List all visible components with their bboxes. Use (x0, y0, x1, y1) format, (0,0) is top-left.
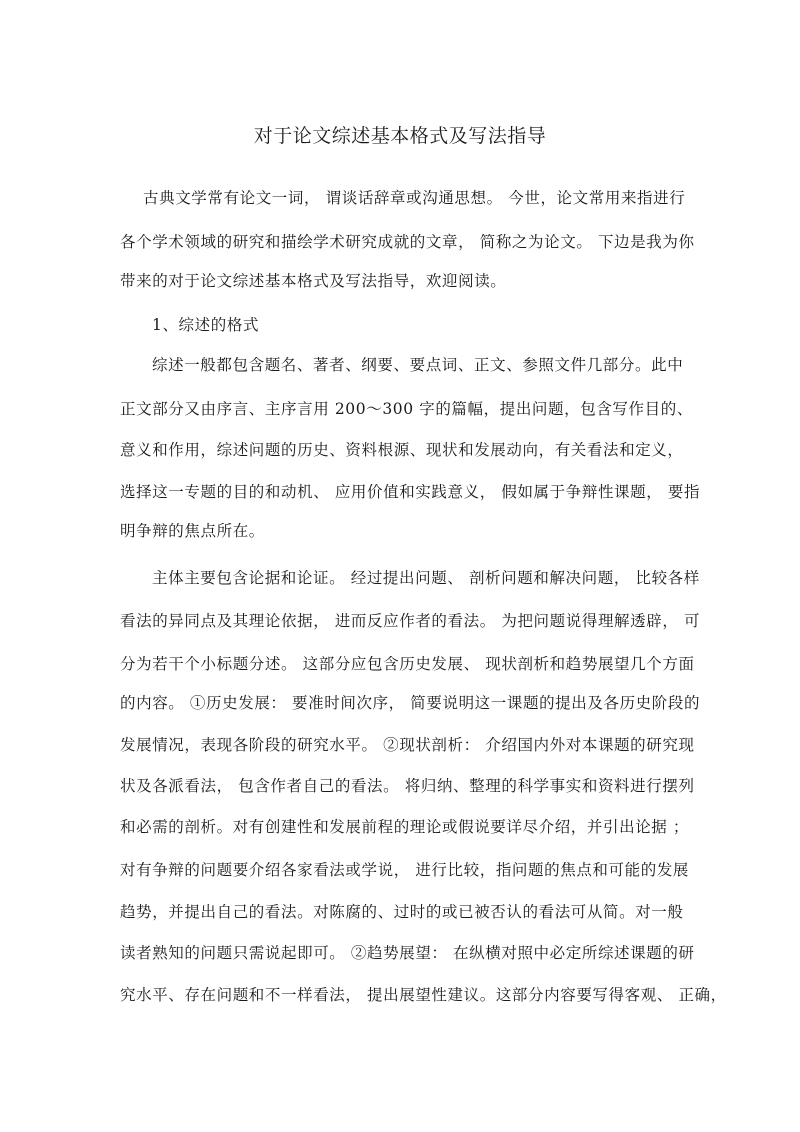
intro-line: 带来的对于论文综述基本格式及写法指导，欢迎阅读。 (120, 272, 507, 290)
para1-line: 正文部分又由序言、主序言用 200～300 字的篇幅，提出问题，包含写作目的、 (120, 400, 693, 418)
para2-line: 对有争辩的问题要介绍各家看法或学说， 进行比较，指问题的焦点和可能的发展 (120, 861, 690, 879)
para2-line: 的内容。 ①历史发展： 要准时间次序， 简要说明这一课题的提出及各历史阶段的 (120, 694, 701, 712)
para2-line: 读者熟知的问题只需说起即可。 ②趋势展望： 在纵横对照中必定所综述课题的研 (120, 944, 695, 962)
para2-line: 究水平、存在问题和不一样看法， 提出展望性建议。这部分内容要写得客观、 正确， (120, 986, 727, 1004)
para2-line: 分为若干个小标题分述。 这部分应包含历史发展、 现状剖析和趋势展望几个方面 (120, 655, 695, 673)
para1-line: 综述一般都包含题名、著者、纲要、要点词、正文、参照文件几部分。此中 (152, 356, 684, 374)
section-heading: 1、综述的格式 (152, 316, 260, 334)
intro-line: 各个学术领域的研究和描绘学术研究成就的文章， 简称之为论文。 下边是我为你 (120, 233, 695, 251)
intro-line: 古典文学常有论文一词， 谓谈话辞章或沟通思想。 今世，论文常用来指进行 (143, 189, 686, 207)
para1-line: 意义和作用，综述问题的历史、资料根源、现状和发展动向，有关看法和定义， (120, 441, 684, 459)
para2-line: 和必需的剖析。对有创建性和发展前程的理论或假说要详尽介绍，并引出论据 ； (120, 818, 690, 836)
para2-line: 趋势，并提出自己的看法。对陈腐的、过时的或已被否认的看法可从简。对一般 (120, 903, 684, 921)
para2-line: 状及各派看法， 包含作者自己的看法。 将归纳、整理的科学事实和资料进行摆列 (120, 777, 695, 795)
para2-line: 发展情况，表现各阶段的研究水平。 ②现状剖析： 介绍国内外对本课题的研究现 (120, 736, 695, 754)
para1-line: 明争辩的焦点所在。 (120, 522, 265, 540)
para1-line: 选择这一专题的目的和动机、 应用价值和实践意义， 假如属于争辩性课题， 要指 (120, 483, 701, 501)
document-title: 对于论文综述基本格式及写法指导 (253, 125, 547, 147)
para2-line: 主体主要包含论据和论证。 经过提出问题、 剖析问题和解决问题， 比较各样 (152, 569, 700, 587)
para2-line: 看法的异同点及其理论依据， 进而反应作者的看法。 为把问题说得理解透辟， 可 (120, 612, 701, 630)
